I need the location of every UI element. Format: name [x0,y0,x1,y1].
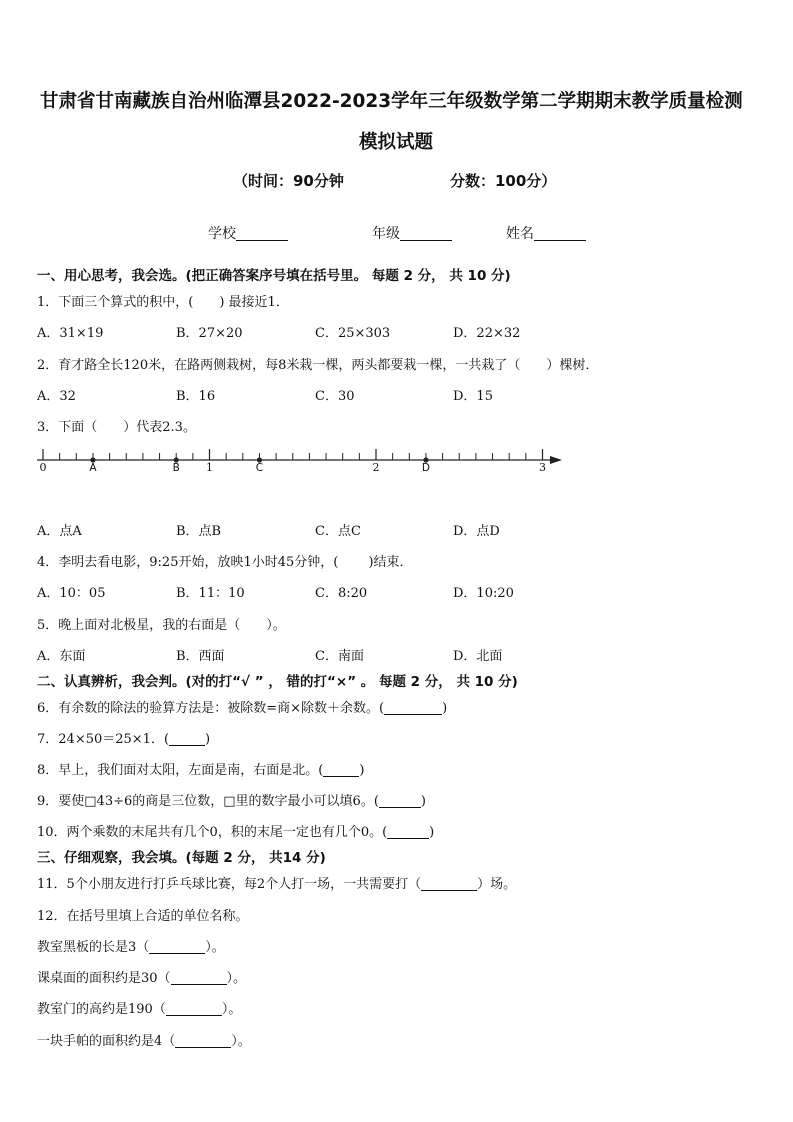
number-line-point-label: D [421,462,430,474]
number-line-arrow [550,456,562,464]
q12-line-3-blank[interactable] [166,1001,222,1016]
q12-line-3-close: ）。 [221,1002,242,1017]
grade-label: 年级 [372,226,400,242]
q10-answer-blank[interactable] [387,824,429,839]
q8-text: 8．早上，我们面对太阳，左面是南，右面是北。( [37,763,324,778]
question-11 [37,873,516,892]
section-2-heading: 二、认真辨析，我会判。(对的打“√ ” ， 错的打“×” 。 每题 2 分， 共 10 分) [37,674,518,690]
grade-blank[interactable] [400,226,452,241]
q5-option-c[interactable]: C．南面 [315,649,364,664]
q8-answer-blank[interactable] [323,762,359,777]
q12-line-3-text: 教室门的高约是190（ [37,1002,166,1017]
school-label: 学校 [208,226,236,242]
q5-option-b[interactable]: B．西面 [176,649,225,664]
q12-line-4-text: 一块手帕的面积约是4（ [37,1034,176,1049]
number-line-label: 1 [206,461,213,474]
number-line-point-label: B [172,462,180,474]
q6-close: ) [442,701,448,716]
question-9 [37,790,426,809]
name-field[interactable] [506,223,586,243]
q12-line-1-blank[interactable] [149,939,205,954]
q7-answer-blank[interactable] [169,731,205,746]
q1-option-d[interactable]: D．22×32 [453,326,521,341]
q12-line-2 [37,967,246,986]
q12-line-1-text: 教室黑板的长是3（ [37,940,150,955]
question-8 [37,759,364,778]
page-title-line2: 模拟试题 [359,132,434,153]
question-5: 5．晚上面对北极星，我的右面是（ ）。 [37,618,286,633]
q3-option-b[interactable]: B．点B [176,524,222,539]
q4-option-b[interactable]: B．11：10 [176,586,245,601]
question-3: 3．下面（ ）代表2.3。 [37,420,196,435]
q2-option-b[interactable]: B．16 [176,389,216,404]
question-12: 12．在括号里填上合适的单位名称。 [37,909,249,924]
q3-option-a[interactable]: A．点A [37,524,82,539]
number-line-label: 0 [39,461,47,474]
q12-line-3 [37,998,241,1017]
q2-option-d[interactable]: D．15 [453,389,493,404]
q5-option-d[interactable]: D．北面 [453,649,503,664]
school-blank[interactable] [236,226,288,241]
q4-option-a[interactable]: A．10：05 [37,586,106,601]
exam-time: （时间：90分钟 [233,172,344,190]
number-line-marks [37,449,562,474]
q4-option-d[interactable]: D．10:20 [453,586,514,601]
q1-option-c[interactable]: C．25×303 [315,326,391,341]
q12-line-2-close: ）。 [226,971,247,986]
q9-answer-blank[interactable] [379,793,421,808]
page-title: 甘肃省甘南藏族自治州临潭县2022-2023学年三年级数学第二学期期末教学质量检测 [40,91,743,112]
question-7 [37,728,210,747]
number-line-point-label: C [255,462,264,474]
number-line [0,440,793,480]
q12-line-2-text: 课桌面的面积约是30（ [37,971,171,986]
number-line-label: 3 [539,461,546,474]
q11-text: 11．5个小朋友进行打乒乓球比赛，每2个人打一场，一共需要打（ [37,877,422,892]
q3-option-c[interactable]: C．点C [315,524,361,539]
section-3-heading: 三、仔细观察，我会填。(每题 2 分， 共14 分) [37,850,326,866]
q4-option-c[interactable]: C．8:20 [315,586,368,601]
q2-option-a[interactable]: A．32 [37,389,76,404]
q12-line-4-close: ）。 [231,1034,251,1049]
q6-text: 6．有余数的除法的验算方法是：被除数=商×除数＋余数。( [37,701,385,716]
q9-close: ) [420,794,426,809]
q12-line-2-blank[interactable] [171,970,227,985]
q1-option-b[interactable]: B．27×20 [176,326,243,341]
q12-line-1 [37,936,225,955]
question-1: 1．下面三个算式的积中，( ) 最接近1． [37,295,289,310]
q5-option-a[interactable]: A．东面 [37,649,86,664]
number-line-point-label: A [89,462,97,474]
q11-answer-blank[interactable] [421,876,477,891]
name-label: 姓名 [506,226,534,242]
q1-option-a[interactable]: A．31×19 [37,326,104,341]
number-line-label: 2 [372,461,380,474]
grade-field[interactable] [372,223,452,243]
section-1-heading: 一、用心思考，我会选。(把正确答案序号填在括号里。 每题 2 分， 共 10 分) [37,268,511,284]
q12-line-4 [37,1030,251,1049]
question-2: 2．育才路全长120米，在路两侧栽树，每8米栽一棵，两头都要栽一棵，一共栽了（ ）棵树． [37,358,599,373]
q7-text: 7．24×50＝25×1．( [37,732,170,747]
q7-close: ) [205,732,211,747]
question-10 [37,821,434,840]
q2-option-c[interactable]: C．30 [315,389,355,404]
q3-option-d[interactable]: D．点D [453,524,500,539]
exam-score: 分数：100分） [450,172,557,190]
q10-close: ) [429,825,435,840]
q10-text: 10．两个乘数的末尾共有几个0，积的末尾一定也有几个0。( [37,825,388,840]
q12-line-4-blank[interactable] [175,1033,231,1048]
name-blank[interactable] [534,226,586,241]
question-6 [37,697,447,716]
question-4: 4．李明去看电影，9:25开始，放映1小时45分钟，( )结束． [37,555,413,570]
q9-text: 9．要使□43÷6的商是三位数，□里的数字最小可以填6。( [37,794,379,809]
school-field[interactable] [208,223,288,243]
q6-answer-blank[interactable] [384,700,442,715]
q8-close: ) [359,763,365,778]
q11-close: ）场。 [477,877,517,892]
q12-line-1-close: ）。 [205,940,225,955]
